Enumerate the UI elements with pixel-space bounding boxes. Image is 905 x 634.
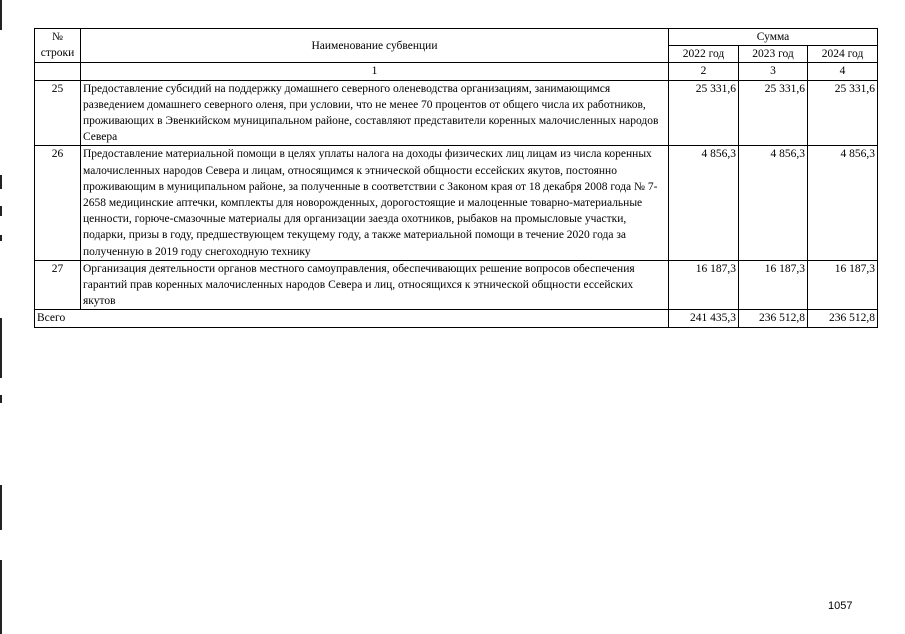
- amount-2022: 25 331,6: [669, 80, 739, 146]
- table-row: [35, 80, 878, 146]
- column-number-4: 4: [808, 63, 878, 80]
- margin-mark: [0, 0, 2, 30]
- amount-2023: 16 187,3: [739, 260, 808, 310]
- total-label: Всего: [35, 310, 669, 327]
- row-number: 27: [35, 260, 81, 310]
- total-2023: 236 512,8: [739, 310, 808, 327]
- amount-2024: 16 187,3: [808, 260, 878, 310]
- column-number-empty: [35, 63, 81, 80]
- year-header-2022: 2022 год: [669, 46, 739, 63]
- margin-mark: [0, 318, 2, 378]
- row-number-header-line2: строки: [40, 47, 75, 60]
- total-2024: 236 512,8: [808, 310, 878, 327]
- subvention-name: Предоставление субсидий на поддержку домашнего северного оленеводства организациям, занимающимся разведением домашнего северного оленя, при условии, что не менее 70 процентов от общего числа их работников, проживающих в Эвенкийском муниципальном районе, составляют представители коренных малочисленных народов Севера: [81, 80, 669, 146]
- total-2022: 241 435,3: [669, 310, 739, 327]
- table-row: [35, 146, 878, 260]
- margin-mark: [0, 235, 2, 241]
- subvention-name: Организация деятельности органов местного самоуправления, обеспечивающих решение вопросов обеспечения гарантий прав коренных малочисленных народов Севера и лиц, относящихся к этнической общности ессейских якутов: [81, 260, 669, 310]
- amount-2023: 25 331,6: [739, 80, 808, 146]
- amount-2024: 25 331,6: [808, 80, 878, 146]
- margin-mark: [0, 206, 2, 216]
- row-number: 26: [35, 146, 81, 260]
- subvention-table: [34, 28, 878, 328]
- sum-header: Сумма: [669, 29, 878, 46]
- amount-2022: 16 187,3: [669, 260, 739, 310]
- subvention-name-header: Наименование субвенции: [81, 29, 669, 63]
- row-number: 25: [35, 80, 81, 146]
- amount-2022: 4 856,3: [669, 146, 739, 260]
- margin-mark: [0, 560, 2, 634]
- column-number-3: 3: [739, 63, 808, 80]
- subvention-name: Предоставление материальной помощи в целях уплаты налога на доходы физических лиц лицам из числа коренных малочисленных народов Севера и лицам, относящимся к этнической общности ессейских якутов, постоянно проживающим в муниципальном районе, за полученные в соответствии с Законом края от 18 декабря 2008 года № 7-2658 медицинские аптечки, комплекты для новорожденных, дорогостоящие и малоценные товарно-материальные ценности, горюче-смазочные материалы для организации заезда охотников, рыбаков на промысловые участки, подарки, призы в году, предшествующем текущему году, а также материальной помощи в течение 2020 года за полученную в 2019 году снегоходную технику: [81, 146, 669, 260]
- column-number-1: 1: [81, 63, 669, 80]
- margin-mark: [0, 485, 2, 530]
- margin-mark: [0, 395, 2, 403]
- amount-2024: 4 856,3: [808, 146, 878, 260]
- amount-2023: 4 856,3: [739, 146, 808, 260]
- page-number: 1057: [828, 600, 853, 612]
- row-number-header-line1: №: [52, 31, 63, 43]
- year-header-2023: 2023 год: [739, 46, 808, 63]
- table-row: [35, 260, 878, 310]
- margin-mark: [0, 175, 2, 189]
- column-numbers-row: [35, 63, 878, 80]
- year-header-2024: 2024 год: [808, 46, 878, 63]
- row-number-header: [35, 29, 81, 63]
- total-row: [35, 310, 878, 327]
- header-row: [35, 29, 878, 46]
- column-number-2: 2: [669, 63, 739, 80]
